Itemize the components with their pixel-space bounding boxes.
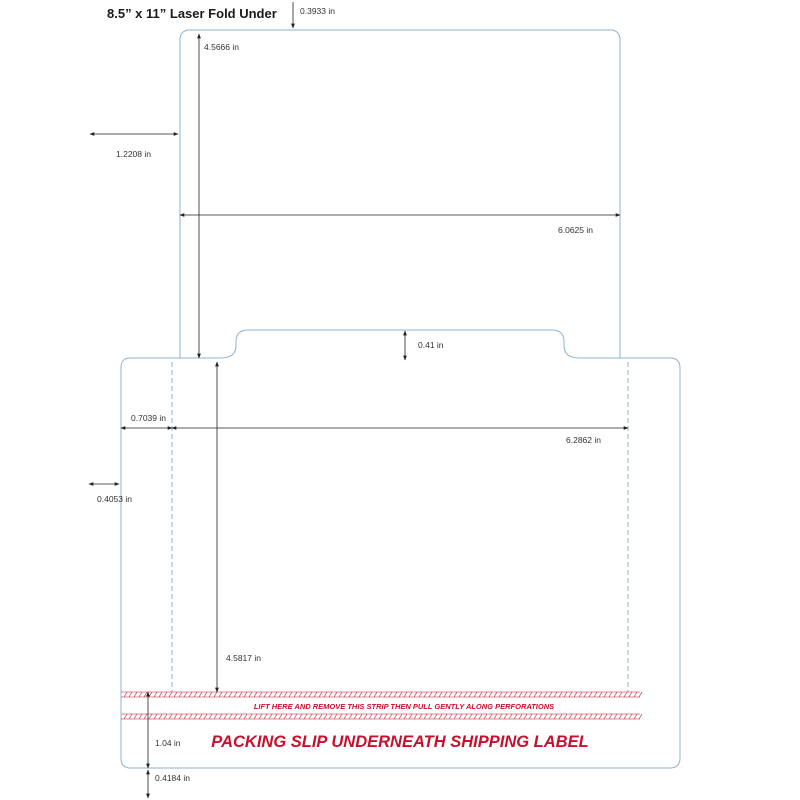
perforation-hatch	[349, 714, 352, 719]
perforation-hatch	[434, 692, 437, 697]
perforation-hatch	[314, 692, 317, 697]
perforation-hatch	[519, 692, 522, 697]
perforation-hatch	[224, 692, 227, 697]
perforation-hatch	[614, 692, 617, 697]
perforation-hatch	[544, 714, 547, 719]
perforation-hatch	[319, 714, 322, 719]
perforation-hatch	[334, 692, 337, 697]
perforation-hatch	[469, 714, 472, 719]
perforation-hatch	[524, 714, 527, 719]
perforation-hatch	[454, 692, 457, 697]
perforation-hatch	[274, 692, 277, 697]
perforation-hatch	[214, 714, 217, 719]
perforation-hatch	[579, 714, 582, 719]
perforation-hatch	[344, 714, 347, 719]
perforation-hatch	[129, 692, 132, 697]
perforation-hatch	[259, 692, 262, 697]
perforation-hatch	[329, 692, 332, 697]
perforation-hatch	[264, 714, 267, 719]
perforation-hatch	[389, 714, 392, 719]
perforation-hatch	[409, 714, 412, 719]
perforation-hatch	[579, 692, 582, 697]
perforation-hatch	[179, 714, 182, 719]
perforation-hatch	[144, 714, 147, 719]
perforation-hatch	[484, 714, 487, 719]
diagram-title: 8.5” x 11” Laser Fold Under	[107, 6, 277, 21]
perforation-hatch	[304, 692, 307, 697]
perforation-hatch	[494, 692, 497, 697]
perforation-hatch	[534, 714, 537, 719]
perforation-hatch	[179, 692, 182, 697]
perforation-hatch	[204, 692, 207, 697]
perforation-hatch	[529, 714, 532, 719]
perforation-hatch	[169, 714, 172, 719]
perforation-hatch	[184, 714, 187, 719]
perforation-hatch	[199, 692, 202, 697]
perforation-hatch	[469, 692, 472, 697]
perforation-hatch	[239, 692, 242, 697]
perforation-hatch	[444, 714, 447, 719]
perforation-hatch	[299, 692, 302, 697]
perforation-hatch	[279, 714, 282, 719]
perforation-hatch	[399, 692, 402, 697]
perforation-hatch	[444, 692, 447, 697]
perforation-hatch	[474, 692, 477, 697]
perforation-hatch	[484, 692, 487, 697]
strip-perforation-top	[121, 692, 642, 697]
perforation-hatch	[199, 714, 202, 719]
side-margin-label: 0.4053 in	[97, 494, 132, 504]
perforation-hatch	[249, 714, 252, 719]
perforation-hatch	[164, 714, 167, 719]
notch-height-label: 0.41 in	[418, 340, 444, 350]
perforation-hatch	[359, 714, 362, 719]
perforation-hatch	[194, 692, 197, 697]
perforation-hatch	[209, 692, 212, 697]
perforation-hatch	[279, 692, 282, 697]
perforation-hatch	[424, 692, 427, 697]
perforation-hatch	[204, 714, 207, 719]
perforation-hatch	[214, 692, 217, 697]
perforation-hatch	[569, 692, 572, 697]
perforation-hatch	[524, 692, 527, 697]
perforation-hatch	[249, 692, 252, 697]
perforation-hatch	[384, 692, 387, 697]
perforation-hatch	[474, 714, 477, 719]
perforation-hatch	[314, 714, 317, 719]
perforation-hatch	[134, 714, 137, 719]
perforation-hatch	[154, 692, 157, 697]
perforation-hatch	[429, 714, 432, 719]
packing-slip-label-text: PACKING SLIP UNDERNEATH SHIPPING LABEL	[211, 733, 589, 751]
perforation-hatch	[464, 714, 467, 719]
perforation-hatch	[479, 692, 482, 697]
perforation-hatch	[624, 714, 627, 719]
perforation-hatch	[639, 692, 642, 697]
strip-instruction-text: LIFT HERE AND REMOVE THIS STRIP THEN PULL GENTLY ALONG PERFORATIONS	[253, 702, 555, 711]
perforation-hatch	[419, 692, 422, 697]
perforation-hatch	[364, 714, 367, 719]
perforation-hatch	[439, 714, 442, 719]
perforation-hatch	[309, 714, 312, 719]
perforation-hatch	[329, 714, 332, 719]
perforation-hatch	[609, 692, 612, 697]
perforation-hatch	[149, 714, 152, 719]
perforation-hatch	[379, 692, 382, 697]
perforation-hatch	[169, 692, 172, 697]
perforation-hatch	[489, 714, 492, 719]
perforation-hatch	[164, 692, 167, 697]
perforation-hatch	[564, 692, 567, 697]
perforation-hatch	[324, 714, 327, 719]
perforation-hatch	[404, 714, 407, 719]
perforation-hatch	[379, 714, 382, 719]
perforation-hatch	[619, 692, 622, 697]
perforation-hatch	[454, 714, 457, 719]
perforation-hatch	[534, 692, 537, 697]
perforation-hatch	[254, 692, 257, 697]
perforation-hatch	[144, 692, 147, 697]
perforation-hatch	[264, 692, 267, 697]
upper-width-label: 6.0625 in	[558, 225, 593, 235]
perforation-hatch	[429, 692, 432, 697]
perforation-hatch	[449, 714, 452, 719]
perforation-hatch	[604, 692, 607, 697]
left-offset-label: 1.2208 in	[116, 149, 151, 159]
perforation-hatch	[599, 714, 602, 719]
perforation-hatch	[599, 692, 602, 697]
perforation-hatch	[154, 714, 157, 719]
perforation-hatch	[394, 714, 397, 719]
perforation-hatch	[319, 692, 322, 697]
perforation-hatch	[539, 692, 542, 697]
perforation-hatch	[244, 692, 247, 697]
perforation-hatch	[129, 714, 132, 719]
perforation-hatch	[594, 714, 597, 719]
perforation-hatch	[514, 714, 517, 719]
perforation-hatch	[614, 714, 617, 719]
perforation-hatch	[284, 714, 287, 719]
perforation-hatch	[339, 692, 342, 697]
perforation-hatch	[584, 692, 587, 697]
perforation-hatch	[194, 714, 197, 719]
perforation-hatch	[174, 692, 177, 697]
upper-panel-outline	[180, 30, 620, 358]
perforation-hatch	[369, 692, 372, 697]
perforation-hatch	[364, 692, 367, 697]
perforation-hatch	[634, 714, 637, 719]
perforation-hatch	[284, 692, 287, 697]
perforation-hatch	[629, 692, 632, 697]
perforation-hatch	[359, 692, 362, 697]
perforation-hatch	[589, 714, 592, 719]
top-margin-label: 0.3933 in	[300, 6, 335, 16]
perforation-hatch	[559, 692, 562, 697]
perforation-hatch	[589, 692, 592, 697]
perforation-hatch	[174, 714, 177, 719]
perforation-hatch	[354, 692, 357, 697]
perforation-hatch	[349, 692, 352, 697]
perforation-hatch	[339, 714, 342, 719]
perforation-hatch	[574, 692, 577, 697]
perforation-hatch	[459, 714, 462, 719]
perforation-hatch	[344, 692, 347, 697]
perforation-hatch	[434, 714, 437, 719]
perforation-hatch	[639, 714, 642, 719]
perforation-hatch	[604, 714, 607, 719]
perforation-hatch	[414, 692, 417, 697]
perforation-hatch	[409, 692, 412, 697]
perforation-hatch	[629, 714, 632, 719]
bottom-margin-label: 0.4184 in	[155, 773, 190, 783]
perforation-hatch	[374, 692, 377, 697]
perforation-hatch	[619, 714, 622, 719]
perforation-hatch	[369, 714, 372, 719]
perforation-hatch	[234, 714, 237, 719]
perforation-hatch	[294, 692, 297, 697]
perforation-hatch	[414, 714, 417, 719]
perforation-hatch	[544, 692, 547, 697]
perforation-hatch	[489, 692, 492, 697]
perforation-hatch	[574, 714, 577, 719]
perforation-hatch	[184, 692, 187, 697]
perforation-hatch	[209, 714, 212, 719]
perforation-hatch	[254, 714, 257, 719]
perforation-hatch	[124, 714, 127, 719]
perforation-hatch	[334, 714, 337, 719]
perforation-hatch	[389, 692, 392, 697]
perforation-hatch	[159, 714, 162, 719]
upper-height-label: 4.5666 in	[204, 42, 239, 52]
perforation-hatch	[374, 714, 377, 719]
perforation-hatch	[569, 714, 572, 719]
perforation-hatch	[519, 714, 522, 719]
perforation-hatch	[239, 714, 242, 719]
strip-perforation-bottom	[121, 714, 642, 719]
perf-offset-label: 0.7039 in	[131, 413, 166, 423]
perforation-hatch	[304, 714, 307, 719]
perforation-hatch	[479, 714, 482, 719]
perforation-hatch	[139, 692, 142, 697]
perforation-hatch	[449, 692, 452, 697]
perforation-hatch	[219, 692, 222, 697]
perforation-hatch	[404, 692, 407, 697]
perforation-hatch	[134, 692, 137, 697]
perforation-hatch	[394, 692, 397, 697]
strip-height-label: 1.04 in	[155, 738, 181, 748]
perforation-hatch	[419, 714, 422, 719]
perforation-hatch	[229, 714, 232, 719]
perforation-hatch	[504, 692, 507, 697]
perforation-hatch	[624, 692, 627, 697]
perforation-hatch	[499, 692, 502, 697]
perforation-hatch	[244, 714, 247, 719]
perforation-hatch	[299, 714, 302, 719]
perforation-hatch	[259, 714, 262, 719]
perforation-hatch	[634, 692, 637, 697]
perforation-hatch	[549, 692, 552, 697]
perforation-hatch	[294, 714, 297, 719]
perforation-hatch	[159, 692, 162, 697]
perforation-hatch	[554, 714, 557, 719]
perforation-hatch	[609, 714, 612, 719]
perforation-hatch	[124, 692, 127, 697]
perforation-hatch	[309, 692, 312, 697]
perforation-hatch	[399, 714, 402, 719]
perforation-hatch	[289, 714, 292, 719]
perforation-hatch	[189, 692, 192, 697]
perforation-hatch	[539, 714, 542, 719]
perforation-hatch	[149, 692, 152, 697]
perforation-hatch	[269, 692, 272, 697]
perforation-hatch	[529, 692, 532, 697]
perforation-hatch	[559, 714, 562, 719]
perforation-hatch	[354, 714, 357, 719]
perforation-hatch	[494, 714, 497, 719]
lower-width-label: 6.2862 in	[566, 435, 601, 445]
perforation-hatch	[459, 692, 462, 697]
perforation-hatch	[439, 692, 442, 697]
perforation-hatch	[514, 692, 517, 697]
perforation-hatch	[584, 714, 587, 719]
lower-height-label: 4.5817 in	[226, 653, 261, 663]
perforation-hatch	[189, 714, 192, 719]
perforation-hatch	[269, 714, 272, 719]
perforation-hatch	[234, 692, 237, 697]
perforation-hatch	[224, 714, 227, 719]
perforation-hatch	[424, 714, 427, 719]
perforation-hatch	[554, 692, 557, 697]
perforation-hatch	[384, 714, 387, 719]
perforation-hatch	[509, 692, 512, 697]
perforation-hatch	[219, 714, 222, 719]
perforation-hatch	[504, 714, 507, 719]
perforation-hatch	[594, 692, 597, 697]
perforation-hatch	[324, 692, 327, 697]
perforation-hatch	[549, 714, 552, 719]
perforation-hatch	[564, 714, 567, 719]
perforation-hatch	[229, 692, 232, 697]
perforation-hatch	[499, 714, 502, 719]
perforation-hatch	[509, 714, 512, 719]
perforation-hatch	[289, 692, 292, 697]
perforation-hatch	[464, 692, 467, 697]
perforation-hatch	[139, 714, 142, 719]
perforation-hatch	[274, 714, 277, 719]
